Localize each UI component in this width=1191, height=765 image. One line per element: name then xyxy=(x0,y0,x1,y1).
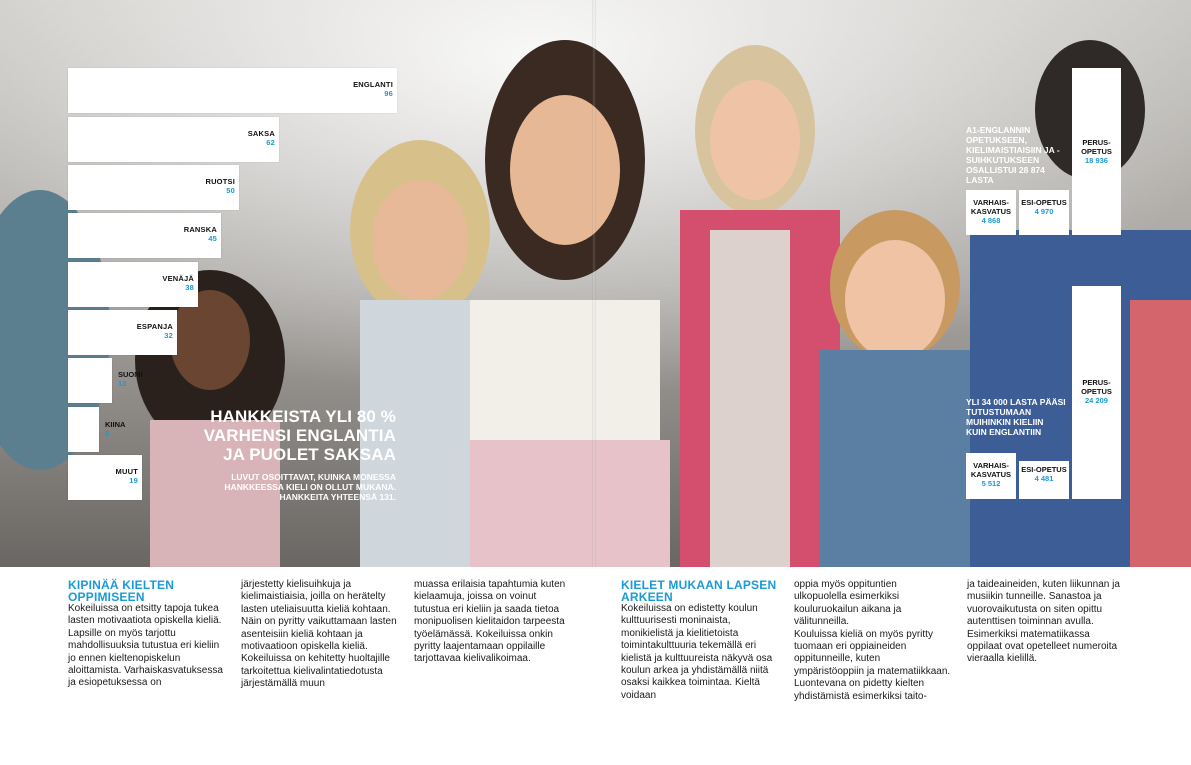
bar-label-saksa: SAKSA 62 xyxy=(247,129,275,147)
stat-bottom-esiopetus-label: ESI-OPETUS 4 481 xyxy=(1021,465,1067,483)
stat-top-esiopetus-label: ESI-OPETUS 4 970 xyxy=(1021,198,1067,216)
bar-saksa xyxy=(68,117,279,162)
chart-headline: HANKKEISTA YLI 80 % VARHENSI ENGLANTIA JA PUOLET SAKSAA xyxy=(203,407,396,464)
left-article-col3 xyxy=(414,579,572,666)
stat-bottom-varhaiskasvatus-bar xyxy=(966,453,1016,499)
right-article-text3: ja taideaineiden, kuten liikunnan ja musiikin tunneille. Sanastoa ja vuorovaikutusta on siten opittu autenttisen toiminnan avulla. Esimerkiksi matematiikassa oppilaat ovat opetelleet numeroita vieraalla kielillä. xyxy=(967,579,1120,665)
page-gutter xyxy=(592,0,596,567)
right-article-text1: Kokeiluissa on edistetty koulun kulttuurisesti moninaista, monikielistä ja kielitietoista toimintakulttuuria tekemällä eri kielistä ja kulttuureista näkyvä osa koulun arkea ja yhdistämällä niitä osaksi kaikkea toimintaa. Kieltä voidaan xyxy=(621,603,773,701)
left-article-col2 xyxy=(241,579,399,691)
bar-kiina xyxy=(68,407,99,452)
bar-label-suomi: SUOMI 13 xyxy=(118,370,143,388)
stat-bottom-text: YLI 34 000 LASTA PÄÄSI TUTUSTUMAAN MUIHINKIN KIELIIN KUIN ENGLANTIIN xyxy=(966,397,1066,437)
bar-label-muut: MUUT 19 xyxy=(115,467,138,485)
chart-caption: LUVUT OSOITTAVAT, KUINKA MONESSA HANKKEESSA KIELI ON OLLUT MUKANA. HANKKEITA YHTEENSÄ 131. xyxy=(224,472,396,502)
bar-englanti xyxy=(68,68,397,113)
bar-label-espanja: ESPANJA 32 xyxy=(136,322,173,340)
stat-top-text: A1-ENGLANNIN OPETUKSEEN, KIELIMAISTIAISIIN JA -SUIHKUTUKSEEN OSALLISTUI 28 874 LASTA xyxy=(966,125,1060,185)
bar-espanja xyxy=(68,310,177,355)
bar-label-englanti: ENGLANTI 96 xyxy=(353,80,393,98)
stat-top-perusopetus-bar xyxy=(1072,68,1121,235)
left-article-text2b: Kokeiluissa on kehitetty huoltajille tarkoitettua kielivalintatiedotusta järjestämällä muun xyxy=(241,653,390,690)
left-article-text2a: järjestetty kielisuihkuja ja kielimaistiaisia, joilla on herätelty lasten uteliaisuutta kieliä kohtaan. Näin on pyritty vaikuttamaan lasten asenteisiin kieliä kohtaan ja motivaatioon opiskella kieliä. xyxy=(241,579,397,653)
right-article-col3 xyxy=(967,579,1125,666)
right-article-text2a: oppia myös oppituntien ulkopuolella esimerkiksi kouluruokailun aikana ja välitunneilla. xyxy=(794,579,902,628)
bar-label-kiina: KIINA 9 xyxy=(105,420,126,438)
left-article-col1 xyxy=(68,579,226,690)
stat-bottom-perusopetus-label: PERUS-OPETUS 24 209 xyxy=(1081,378,1112,405)
stat-bottom-varhaiskasvatus-label: VARHAIS-KASVATUS 5 512 xyxy=(970,461,1012,488)
stat-top-varhaiskasvatus-label: VARHAIS-KASVATUS 4 868 xyxy=(970,198,1012,225)
stat-top-varhaiskasvatus-bar xyxy=(966,190,1016,235)
bar-label-ranska: RANSKA 45 xyxy=(183,225,217,243)
left-article-text1: Kokeiluissa on etsitty tapoja tukea lasten motivaatiota opiskella kieliä. Lapsille on myös tarjottu mahdollisuuksia tutustua eri kieliin jo ennen kieltenopiskelun aloittamista. Varhaiskasvatuksessa ja esiopetuksessa on xyxy=(68,603,223,689)
stat-bottom-perusopetus-bar xyxy=(1072,286,1121,499)
bar-ranska xyxy=(68,213,221,258)
bar-ruotsi xyxy=(68,165,239,210)
stat-top-perusopetus-label: PERUS-OPETUS 18 936 xyxy=(1081,138,1112,165)
left-article-heading: KIPINÄÄ KIELTEN OPPIMISEEN xyxy=(68,578,175,604)
bar-muut xyxy=(68,455,142,500)
stat-bottom-esiopetus-bar xyxy=(1019,461,1069,499)
left-article-text3: muassa erilaisia tapahtumia kuten kielaamuja, joissa on voinut tutustua eri kieliin ja saada tietoa monipuolisen kielitaidon tarpeesta työelämässä. Kokeiluissa onkin pyritty laajentamaan oppilaille tarjottavaa kielivalikoimaa. xyxy=(414,579,566,665)
right-article-col1 xyxy=(621,579,779,702)
bar-label-venaja: VENÄJÄ 38 xyxy=(162,274,194,292)
right-article-heading: KIELET MUKAAN LAPSEN ARKEEN xyxy=(621,578,777,604)
bar-suomi xyxy=(68,358,112,403)
right-article-col2 xyxy=(794,579,952,703)
right-article-text2b: Kouluissa kieliä on myös pyritty tuomaan eri oppiaineiden oppitunneille, kuten ympäristöoppiin ja matematiikkaan. Luontevana on pidetty kielten yhdistämistä esimerkiksi taito- xyxy=(794,628,951,702)
bar-label-ruotsi: RUOTSI 50 xyxy=(205,177,235,195)
bar-venaja xyxy=(68,262,198,307)
stat-top-esiopetus-bar xyxy=(1019,190,1069,235)
